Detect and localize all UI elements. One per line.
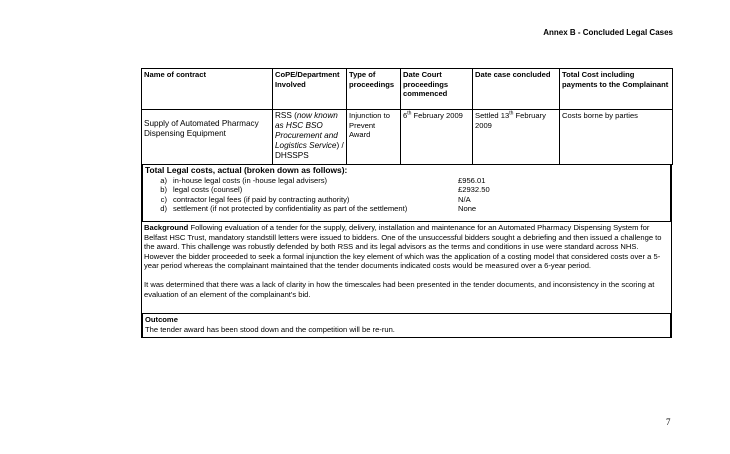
cell-court-date [401, 110, 473, 165]
item-text: contractor legal fees (if paid by contracting authority) [173, 194, 350, 204]
item-label: c) [160, 194, 167, 204]
cell-contract [142, 110, 273, 165]
list-item [145, 176, 668, 186]
legal-costs-section [141, 165, 672, 222]
list-item [145, 204, 668, 214]
cell-total-cost: Costs borne by parties [560, 110, 673, 165]
col-header-court-date: Date Court proceedings commenced [401, 69, 473, 110]
concluded-prefix: Settled 13 [475, 111, 510, 120]
annex-title: Annex B - Concluded Legal Cases [543, 28, 673, 37]
background-para-2: It was determined that there was a lack of clarity in how the timescales had been presented in the tender documents, and inconsistency in the scoring at evaluation of an element of the complainant's bid. [144, 279, 655, 299]
item-text: settlement (if not protected by confidentiality as part of the settlement) [173, 204, 408, 214]
item-text: in-house legal costs (in -house legal advisers) [173, 175, 328, 185]
background-text: Following evaluation of a tender for the supply, delivery, installation and maintenance for an Automated Pharmacy Dispensing System for Belfast HSC Trust, mandatory standstill letters were issued to bidders. One of the unsuccessful bidders sought a debriefing and then issued a challenge to the award. This challenge was robustly defended by both RSS and its legal advisors as the terms and conditions in use were standard across NHS. However the bidder proceeded to seek a formal injunction the key element of which was the application of a costing model that considered costs over a 5-year period whereas the complainant maintained that the tender documents indicated costs would be measured over a 6-year period. [144, 223, 662, 271]
legal-case-record [141, 68, 672, 338]
outcome-section [141, 314, 672, 338]
item-label: d) [160, 204, 167, 214]
cope-prefix: RSS ( [275, 111, 297, 120]
list-item [145, 185, 668, 195]
item-value: £956.01 [458, 175, 486, 185]
court-rest: February 2009 [411, 111, 463, 120]
outcome-heading: Outcome [145, 315, 178, 324]
concluded-rest: February 2009 [475, 111, 546, 130]
item-text: legal costs (counsel) [173, 185, 243, 195]
contract-name: Supply of Automated Pharmacy Dispensing Equipment [144, 119, 259, 138]
concluded-sup: th [509, 110, 514, 117]
table-row [142, 110, 673, 165]
item-value: None [458, 204, 477, 214]
item-label: b) [160, 185, 167, 195]
background-heading: Background [144, 223, 189, 232]
page-number: 7 [666, 417, 671, 427]
cope-suffix: ) / DHSSPS [275, 141, 344, 160]
cell-department [273, 110, 347, 165]
item-value: N/A [458, 194, 471, 204]
item-value: £2932.50 [458, 185, 490, 195]
col-header-total-cost: Total Cost including payments to the Complainant [560, 69, 673, 110]
col-header-concluded-date: Date case concluded [473, 69, 560, 110]
court-sup: th [407, 110, 412, 117]
list-item [145, 195, 668, 205]
col-header-contract: Name of contract [142, 69, 273, 110]
case-table [141, 68, 673, 165]
table-header-row [142, 69, 673, 110]
outcome-text: The tender award has been stood down and the competition will be re-run. [145, 324, 395, 334]
col-header-proceedings: Type of proceedings [347, 69, 401, 110]
item-label: a) [160, 175, 167, 185]
background-para-1 [144, 223, 669, 271]
court-day: 6 [403, 111, 408, 120]
cope-italic: now known as HSC BSO Procurement and Logistics Service [275, 111, 338, 150]
col-header-department: CoPE/Department Involved [273, 69, 347, 110]
background-section [141, 222, 672, 314]
cell-proceedings: Injunction to Prevent Award [347, 110, 401, 165]
costs-title: Total Legal costs, actual (broken down as follows): [145, 165, 348, 175]
cell-concluded-date [473, 110, 560, 165]
